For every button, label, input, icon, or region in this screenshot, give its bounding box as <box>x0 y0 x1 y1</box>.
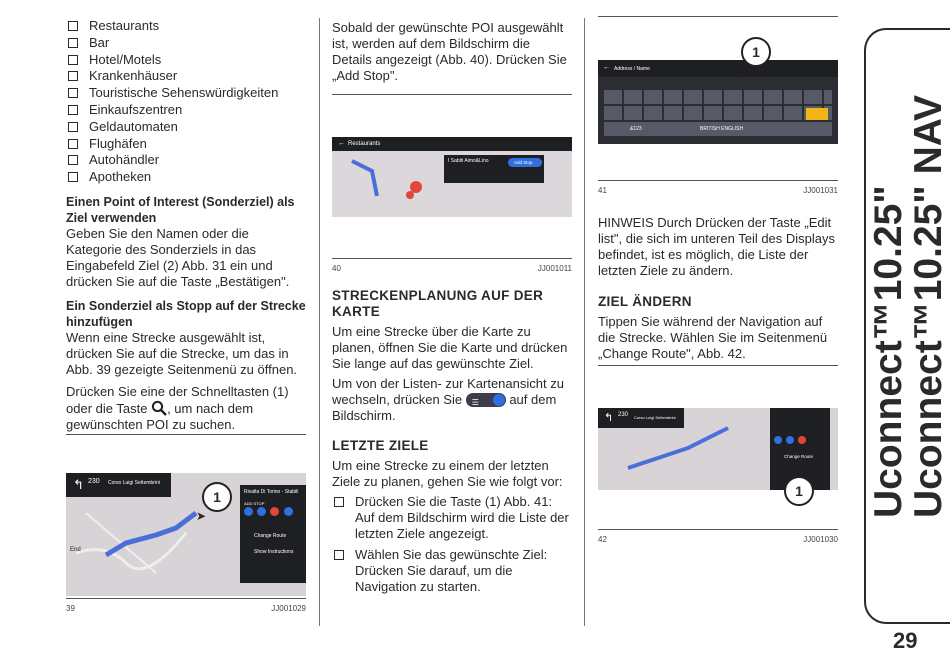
checkbox-icon <box>334 550 344 560</box>
checkbox-icon <box>68 38 78 48</box>
checkbox-icon <box>68 55 78 65</box>
show-instructions-item[interactable]: Show Instructions <box>254 549 294 555</box>
paragraph: Sobald der gewünschte POI ausgewählt ist, werden auf dem Bildschirm die Details angezeigt (Abb. 40). Drücken Sie „Add Stop". <box>332 20 567 83</box>
divider <box>66 598 306 599</box>
paragraph: Drücken Sie eine der Schnelltasten (1) oder die Taste , um nach dem gewünschten POI zu suchen. <box>66 383 289 432</box>
paragraph: Tippen Sie während der Navigation auf die Strecke. Wählen Sie im Seitenmenü „Change Route", Abb. 42. <box>598 314 828 361</box>
divider <box>66 434 306 435</box>
checkbox-icon <box>68 122 78 132</box>
column-3-text <box>598 215 838 362</box>
list-item: Einkaufszentren <box>66 102 306 119</box>
list-item: Bar <box>66 35 306 52</box>
paragraph: Um eine Strecke über die Karte zu planen, öffnen Sie die Karte und drücken Sie lange auf das gewünschte Ziel. <box>332 324 568 371</box>
vehicle-arrow-icon: ➤ <box>196 509 207 523</box>
callout-marker: 1 <box>784 476 814 506</box>
poi-name: I Sabiti Aimo&Lino <box>448 158 489 164</box>
checkbox-icon <box>334 497 344 507</box>
list-item: Autohändler <box>66 152 306 169</box>
figure-40 <box>332 137 572 217</box>
heading-poi-as-stop: Ein Sonderziel als Stopp auf der Strecke hinzufügen <box>66 298 306 329</box>
poi-shortcut-button[interactable] <box>284 507 293 516</box>
poi-header-bar <box>332 137 572 151</box>
paragraph: HINWEIS Durch Drücken der Taste „Edit list", die sich im unteren Teil des Displays befindet, ist es möglich, die Liste der letzten Ziele zu ändern. <box>598 215 836 278</box>
paragraph: Um von der Listen- zur Kartenansicht zu wechseln, drücken Sie ☰ auf dem Bildschirm. <box>332 376 564 423</box>
poi-shortcut-button[interactable] <box>774 436 782 444</box>
back-arrow-icon[interactable]: ← <box>338 140 345 147</box>
callout-marker: 1 <box>202 482 232 512</box>
turn-instruction-bar <box>66 473 171 497</box>
turn-left-icon: ↰ <box>604 412 614 424</box>
keyboard-row[interactable] <box>604 122 832 136</box>
category-title: Restaurants <box>348 141 381 147</box>
end-button[interactable]: End <box>70 547 81 553</box>
figure-caption: 40 JJ001011 <box>332 264 572 273</box>
change-route-item[interactable]: Change Route <box>254 533 287 539</box>
callout-marker: 1 <box>741 37 771 67</box>
checkbox-icon <box>68 139 78 149</box>
list-item: Drücken Sie die Taste (1) Abb. 41: Auf dem Bildschirm wird die Liste der letzten Ziele angezeigt. <box>332 494 572 542</box>
poi-shortcut-button[interactable] <box>786 436 794 444</box>
search-input[interactable]: Address / Name <box>614 66 650 72</box>
side-menu <box>240 485 306 583</box>
checkbox-icon <box>68 105 78 115</box>
list-icon: ☰ <box>471 398 479 407</box>
figure-caption: 41 JJ001031 <box>598 186 838 195</box>
heading-change-destination: ZIEL ÄNDERN <box>598 294 692 309</box>
list-item: Touristische Sehenswürdigkeiten <box>66 85 306 102</box>
list-item: Wählen Sie das gewünschte Ziel: Drücken Sie darauf, um die Navigation zu starten. <box>332 547 572 595</box>
page-number: 29 <box>893 628 918 653</box>
change-route-item[interactable]: Change Route <box>784 454 814 459</box>
add-stop-label: ADD STOP <box>244 501 265 506</box>
turn-instruction-bar <box>598 408 684 428</box>
figure-39 <box>66 473 306 596</box>
keyboard-row[interactable] <box>604 90 832 104</box>
column-1 <box>66 0 306 433</box>
figure-41 <box>598 60 838 144</box>
turn-left-icon: ↰ <box>73 477 84 492</box>
figure-caption: 42 JJ001030 <box>598 535 838 544</box>
divider <box>598 529 838 530</box>
map-pin-icon <box>493 394 505 406</box>
heading-route-planning: STRECKENPLANUNG AUF DER KARTE <box>332 288 544 319</box>
checkbox-icon <box>68 172 78 182</box>
divider <box>598 180 838 181</box>
column-separator <box>319 18 320 626</box>
divider <box>332 94 572 95</box>
poi-shortcut-button[interactable] <box>798 436 806 444</box>
column-2 <box>332 20 572 84</box>
callout-pointer <box>741 66 755 86</box>
heading-poi-as-destination: Einen Point of Interest (Sonderziel) als Ziel verwenden <box>66 194 295 225</box>
list-item: Flughäfen <box>66 136 306 153</box>
list-item: Restaurants <box>66 18 306 35</box>
list-item: Hotel/Motels <box>66 52 306 69</box>
search-icon <box>151 400 167 416</box>
back-arrow-icon[interactable]: ← <box>603 64 610 71</box>
poi-details-card <box>444 155 544 183</box>
paragraph: Wenn eine Strecke ausgewählt ist, drücken Sie auf die Strecke, um das in Abb. 39 gezeigte Seitenmenü zu öffnen. <box>66 329 298 377</box>
list-item: Geldautomaten <box>66 119 306 136</box>
keyboard <box>604 90 832 140</box>
heading-recent-destinations: LETZTE ZIELE <box>332 438 429 453</box>
poi-title: Rivalta Di Torino - Stabili <box>244 489 299 495</box>
distance-text: 230 <box>88 478 100 485</box>
space-key[interactable]: BRITISH ENGLISH <box>700 126 744 132</box>
list-map-toggle[interactable] <box>466 393 506 407</box>
checkbox-icon <box>68 21 78 31</box>
column-separator <box>584 18 585 626</box>
chapter-title: Uconnect™10.25" Uconnect™10.25" NAV <box>867 94 950 518</box>
keyboard-row[interactable] <box>604 106 832 120</box>
figure-caption: 39 JJ001029 <box>66 604 306 613</box>
poi-shortcut-button[interactable] <box>270 507 279 516</box>
add-stop-button[interactable]: Add Stop <box>508 158 542 167</box>
symbols-key[interactable]: &123 <box>630 126 642 132</box>
poi-shortcut-button[interactable] <box>244 507 253 516</box>
street-name: Corso Luigi Settembrini <box>634 415 676 420</box>
column-2-lower <box>332 288 572 595</box>
list-item: Krankenhäuser <box>66 68 306 85</box>
search-bar <box>598 60 838 77</box>
divider <box>598 16 838 17</box>
paragraph: Um eine Strecke zu einem der letzten Ziele zu planen, gehen Sie wie folgt vor: <box>332 458 563 489</box>
checkbox-icon <box>68 155 78 165</box>
enter-key[interactable] <box>806 108 828 120</box>
paragraph: Geben Sie den Namen oder die Kategorie des Sonderziels in das Eingabefeld Ziel (2) Abb. 31 ein und drücken Sie auf die Taste „Bestätigen". <box>66 225 290 289</box>
checkbox-icon <box>68 71 78 81</box>
checkbox-icon <box>68 88 78 98</box>
divider <box>332 258 572 259</box>
list-item: Apotheken <box>66 169 306 186</box>
divider <box>598 365 838 366</box>
street-name: Corso Luigi Settembrini <box>108 480 160 486</box>
poi-shortcut-button[interactable] <box>257 507 266 516</box>
poi-category-list <box>66 18 306 186</box>
distance-text: 230 <box>618 412 629 418</box>
